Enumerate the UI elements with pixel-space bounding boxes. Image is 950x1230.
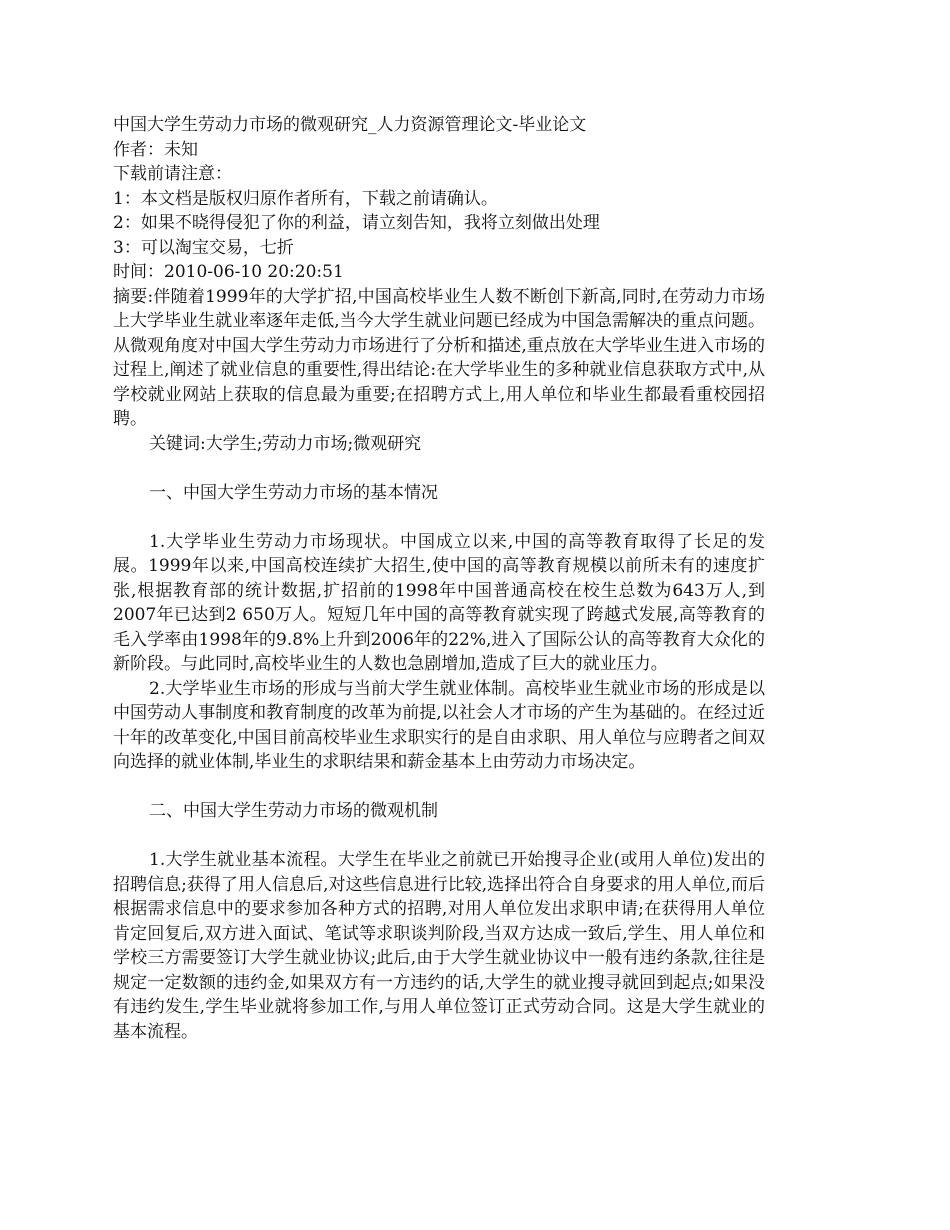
notice-item: 1：本文档是版权归原作者所有，下载之前请确认。 [113, 188, 498, 209]
document-title: 中国大学生劳动力市场的微观研究_人力资源管理论文-毕业论文 [113, 115, 587, 135]
abstract-paragraph: 摘要:伴随着1999年的大学扩招,中国高校毕业生人数不断创下新高,同时,在劳动力市场上大学毕业生就业率逐年走低,当今大学生就业问题已经成为中国急需解决的重点问题。从微观角度对中国大学生劳动力市场进行了分析和描述,重点放在大学毕业生进入市场的过程上,阐述了就业信息的重要性,得出结论:在大学毕业生的多种就业信息获取方式中,从学校就业网站上获取的信息最为重要;在招聘方式上,用人单位和毕业生都最看重校园招聘。 [113, 286, 765, 429]
notice-item: 3：可以淘宝交易，七折 [113, 237, 294, 258]
section-heading: 二、中国大学生劳动力市场的微观机制 [149, 801, 438, 821]
time-line: 时间：2010-06-10 20:20:51 [113, 262, 344, 282]
spacer [113, 775, 765, 800]
section-heading: 一、中国大学生劳动力市场的基本情况 [149, 482, 438, 503]
document-page [113, 113, 765, 1044]
notice-heading: 下载前请注意： [113, 164, 232, 184]
author-line: 作者：未知 [113, 139, 198, 160]
body-paragraph: 1.大学生就业基本流程。大学生在毕业之前就已开始搜寻企业(或用人单位)发出的招聘信息;获得了用人信息后,对这些信息进行比较,选择出符合自身要求的用人单位,而后根据需求信息中的要求参加各种方式的招聘,对用人单位发出求职申请;在获得用人单位肯定回复后,双方进入面试、笔试等求职谈判阶段,当双方达成一致后,学生、用人单位和学校三方需要签订大学生就业协议;此后,由于大学生就业协议中一般有违约条款,往往是规定一定数额的违约金,如果双方有一方违约的话,大学生的就业搜寻就回到起点;如果没有违约发生,学生毕业就将参加工作,与用人单位签订正式劳动合同。这是大学生就业的基本流程。 [113, 850, 765, 1042]
body-paragraph: 2.大学毕业生市场的形成与当前大学生就业体制。高校毕业生就业市场的形成是以中国劳动人事制度和教育制度的改革为前提,以社会人才市场的产生为基础的。在经过近十年的改革变化,中国目前高校毕业生求职实行的是自由求职、用人单位与应聘者之间双向选择的就业体制,毕业生的求职结果和薪金基本上由劳动力市场决定。 [113, 678, 765, 772]
spacer [113, 505, 765, 530]
spacer [113, 824, 765, 849]
keywords-line: 关键词:大学生;劳动力市场;微观研究 [149, 433, 422, 454]
notice-item: 2：如果不晓得侵犯了你的利益，请立刻告知，我将立刻做出处理 [113, 213, 600, 233]
spacer [113, 456, 765, 481]
body-paragraph: 1.大学毕业生劳动力市场现状。中国成立以来,中国的高等教育取得了长足的发展。1999年以来,中国高校连续扩大招生,使中国的高等教育规模以前所未有的速度扩张,根据教育部的统计数据,扩招前的1998年中国普通高校在校生总数为643万人,到2007年已达到2 650万人。短短几年中国的高等教育就实现了跨越式发展,高等教育的毛入学率由1998年的9.8%上升到2006年的22%,进入了国际公认的高等教育大众化的新阶段。与此同时,高校毕业生的人数也急剧增加,造成了巨大的就业压力。 [113, 531, 765, 674]
